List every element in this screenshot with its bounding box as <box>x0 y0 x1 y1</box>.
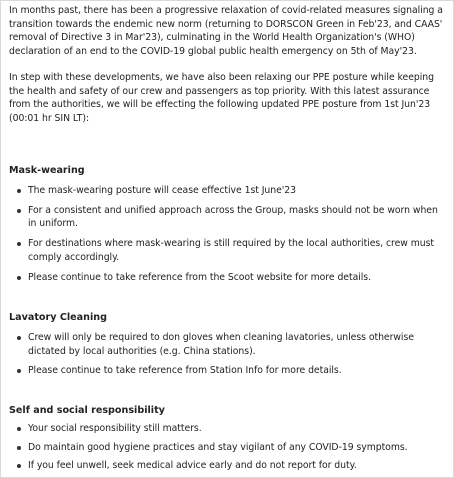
list-item <box>9 422 449 436</box>
bullet-icon <box>17 427 21 431</box>
bullet-icon <box>17 189 21 193</box>
list-item-text: If you feel unwell, seek medical advice early and do not report for duty. <box>28 460 357 472</box>
section-self-social-responsibility <box>9 404 449 473</box>
list-item <box>9 204 449 231</box>
bullet-icon <box>17 242 21 246</box>
list-item-text: Do maintain good hygiene practices and stay vigilant of any COVID-19 symptoms. <box>28 441 408 453</box>
section-heading: Self and social responsibility <box>9 405 165 416</box>
intro <box>9 4 449 126</box>
list-item-text: The mask-wearing posture will cease effective 1st June'23 <box>28 185 297 196</box>
list-item <box>9 331 449 358</box>
bullet-icon <box>17 336 21 340</box>
list-item-text: Please continue to take reference from the Scoot website for more details. <box>28 271 371 283</box>
list-item <box>9 364 449 378</box>
list-item-text: For destinations where mask-wearing is still required by the local authorities, crew must comply accordingly. <box>28 238 434 263</box>
list-item-text: Your social responsibility still matters. <box>28 423 202 434</box>
section-lavatory-cleaning <box>9 311 449 378</box>
list-item-text: For a consistent and unified approach across the Group, masks should not be worn when in uniform. <box>28 204 438 230</box>
bullet-icon <box>17 276 21 280</box>
list-item <box>9 237 449 264</box>
list-item-text: Please continue to take reference from Station Info for more details. <box>28 365 342 377</box>
bullet-list <box>9 422 449 473</box>
bullet-icon <box>17 369 21 373</box>
bullet-icon <box>17 464 21 468</box>
intro-paragraph: In step with these developments, we have also been relaxing our PPE posture while keeping the health and safety of our crew and passengers as top priority. With this latest assurance from the authorities, we will be effecting the following updated PPE posture from 1st Jun'23 (00:01 hr SIN LT): <box>9 71 434 124</box>
bullet-icon <box>17 209 21 213</box>
list-item <box>9 184 449 198</box>
section-heading: Lavatory Cleaning <box>9 312 107 323</box>
list-item-text: Crew will only be required to don gloves when cleaning lavatories, unless otherwise dictated by local authorities (e.g. China stations). <box>28 332 414 357</box>
list-item <box>9 441 449 455</box>
bullet-list <box>9 184 449 284</box>
bullet-icon <box>17 446 21 450</box>
list-item <box>9 459 449 473</box>
section-mask-wearing <box>9 164 449 284</box>
list-item <box>9 271 449 285</box>
bullet-list <box>9 331 449 378</box>
intro-paragraph: In months past, there has been a progressive relaxation of covid-related measures signaling a transition towards the endemic new norm (returning to DORSCON Green in Feb'23, and CAAS' removal of Directive 3 in Mar'23), culminating in the World Health Organization's (WHO) declaration of an end to the COVID-19 global public health emergency on 5th of May'23. <box>9 5 443 58</box>
section-heading: Mask-wearing <box>9 165 85 176</box>
